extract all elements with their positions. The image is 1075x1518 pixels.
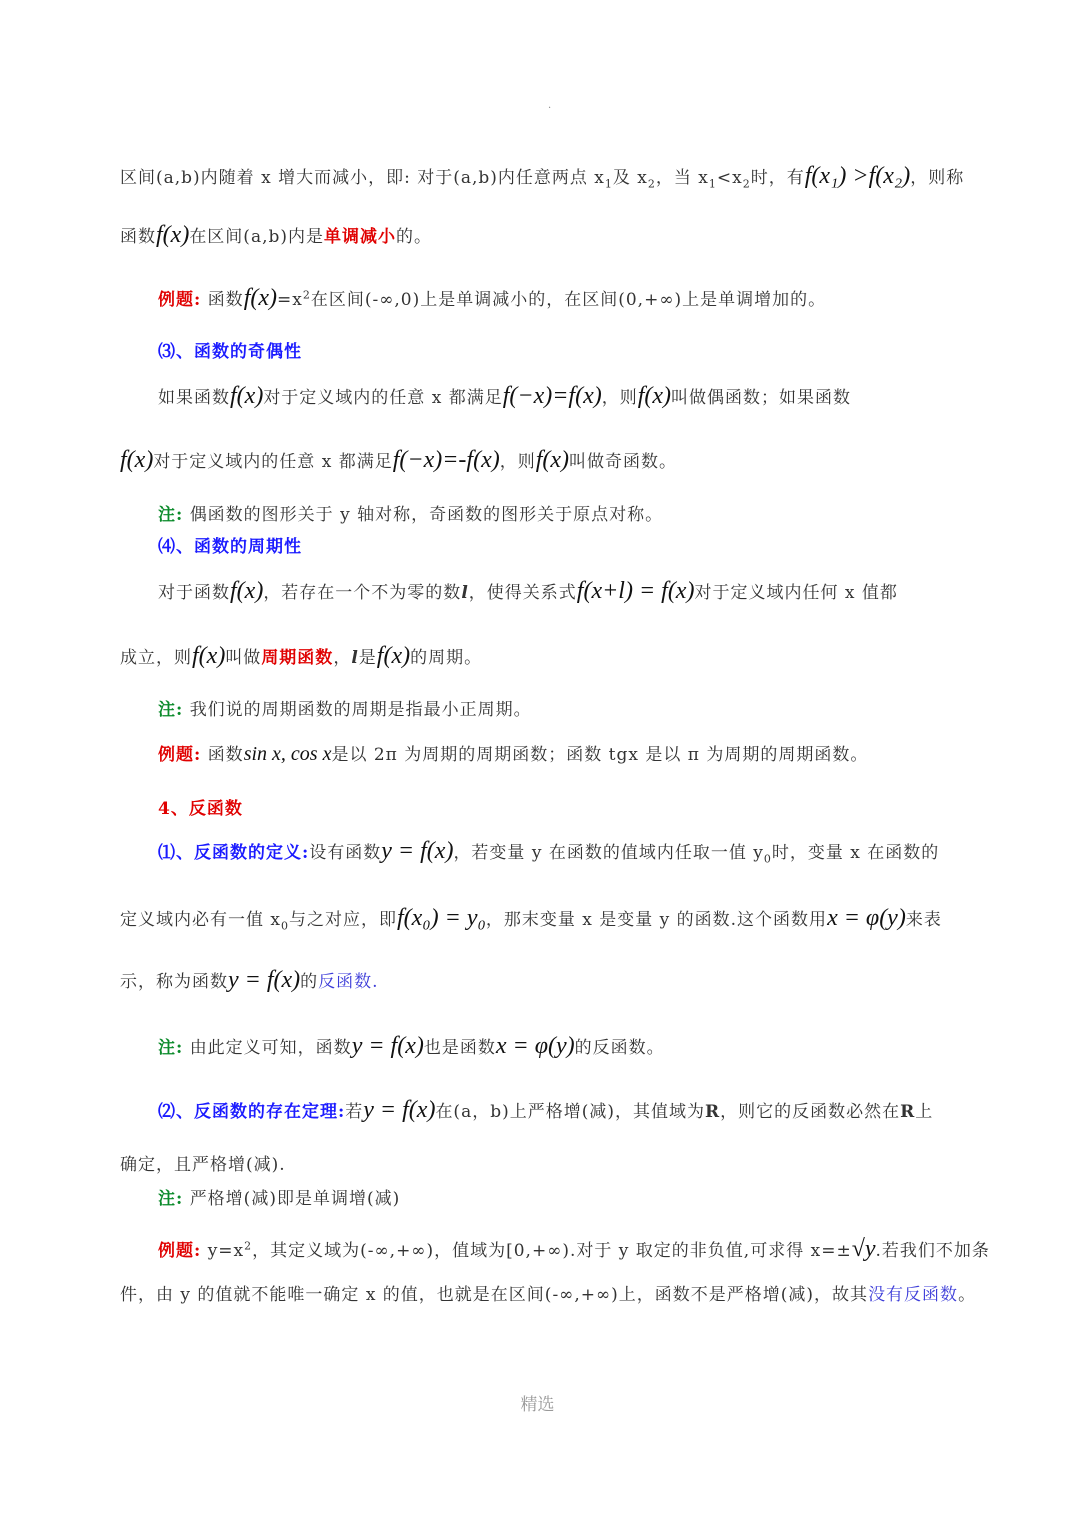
example-2: 例题: 函数sin x, cos x是以 2π 为周期的周期函数；函数 tgx 是以 π 为周期的周期函数。 xyxy=(158,743,869,765)
paragraph-inverse-def-3: 示，称为函数y = f(x)的反函数. xyxy=(120,967,379,993)
note-label: 注: xyxy=(158,700,184,720)
note-period: 注: 我们说的周期函数的周期是指最小正周期。 xyxy=(158,700,532,720)
example-1: 例题: 函数$f(x)=x^2$在区间(-∞,0)上是单调减小的，在区间(0,+∞)上是单调增加的。 xyxy=(158,285,827,311)
note-strict: 注: 严格增(减)即是单调增(减) xyxy=(158,1189,401,1209)
note-label: 注: xyxy=(158,1189,184,1209)
subheading: ⑵、反函数的存在定理: xyxy=(158,1102,346,1122)
paragraph-periodic-1: 对于函数f(x)，若存在一个不为零的数l，使得关系式f(x+l) = f(x)对于定义域内任何 x 值都 xyxy=(158,578,898,604)
example-3-line-2: 件，由 y 的值就不能唯一确定 x 的值，也就是在区间(-∞,+∞)上，函数不是严格增(减)，故其没有反函数。 xyxy=(120,1285,977,1305)
formula: f(x) xyxy=(230,578,264,604)
formula: f(x₀) = y₀ xyxy=(397,905,486,931)
no-inverse-link[interactable]: 没有反函数 xyxy=(868,1285,959,1305)
note-parity: 注: 偶函数的图形关于 y 轴对称，奇函数的图形关于原点对称。 xyxy=(158,505,664,525)
formula: y = f(x) xyxy=(351,1033,424,1059)
highlight-term: 周期函数 xyxy=(261,648,334,668)
formula: x = φ(y) xyxy=(495,1033,575,1059)
inverse-function-link[interactable]: 反函数. xyxy=(318,972,379,992)
formula: f(x+l) = f(x) xyxy=(576,578,695,604)
formula: sin x, cos x xyxy=(243,743,332,765)
note-inverse: 注: 由此定义可知，函数y = f(x)也是函数x = φ(y)的反函数。 xyxy=(158,1033,665,1059)
example-label: 例题: xyxy=(158,745,202,765)
formula: f(x) xyxy=(156,222,190,248)
heading-periodicity: ⑷、函数的周期性 xyxy=(158,537,302,557)
formula: f(x) xyxy=(637,383,672,409)
formula: f(x) xyxy=(230,383,264,409)
paragraph-inverse-def-1: ⑴、反函数的定义:设有函数y = f(x)，若变量 y 在函数的值域内任取一值 $y_0$时，变量 x 在函数的 xyxy=(158,838,940,866)
formula: y = f(x) xyxy=(381,838,454,864)
formula: f(x) xyxy=(243,285,277,311)
header-dot: . xyxy=(548,100,552,111)
formula: f(−x)=-f(x) xyxy=(392,447,500,473)
paragraph-existence-1: ⑵、反函数的存在定理:若y = f(x)在(a，b)上严格增(减)，其值域为R，则它的反函数必然在R上 xyxy=(158,1097,934,1123)
note-label: 注: xyxy=(158,1038,184,1058)
formula: f(x) xyxy=(376,643,411,669)
formula: f(x) xyxy=(535,447,570,473)
formula: f(x) xyxy=(192,643,226,669)
paragraph-even: 如果函数f(x)对于定义域内的任意 x 都满足f(−x)=f(x)，则f(x)叫做偶函数；如果函数 xyxy=(158,383,852,409)
paragraph-decreasing-def: 区间(a,b)内随着 x 增大而减小，即: 对于(a,b)内任意两点 $x_1$及 $x_2$，当 $x_1<x_2$时，有f(x₁) >f(x₂)，则称 xyxy=(120,163,965,191)
formula: f(−x)=f(x) xyxy=(502,383,602,409)
paragraph-decreasing-conclusion: 函数f(x)在区间(a,b)内是单调减小的。 xyxy=(120,222,432,248)
heading-parity: ⑶、函数的奇偶性 xyxy=(158,342,302,362)
example-label: 例题: xyxy=(158,1241,202,1261)
formula: √y xyxy=(851,1236,876,1262)
subheading: ⑴、反函数的定义: xyxy=(158,843,310,863)
formula: f(x₁) >f(x₂) xyxy=(804,163,911,189)
highlight-term: 单调减小 xyxy=(324,227,396,247)
example-label: 例题: xyxy=(158,290,202,310)
page-footer: 精选 xyxy=(520,1395,555,1415)
formula: f(x) xyxy=(120,447,154,473)
paragraph-periodic-2: 成立，则f(x)叫做周期函数，l是f(x)的周期。 xyxy=(120,643,483,669)
paragraph-odd: f(x)对于定义域内的任意 x 都满足f(−x)=-f(x)，则f(x)叫做奇函数。 xyxy=(120,447,678,473)
formula: y = f(x) xyxy=(363,1097,436,1123)
paragraph-inverse-def-2: 定义域内必有一值 $x_0$与之对应，即f(x₀) = y₀，那末变量 x 是变量 y 的函数.这个函数用x = φ(y)来表 xyxy=(120,905,942,933)
example-3-line-1: 例题: $y=x^2$，其定义域为(-∞,+∞)，值域为[0,+∞).对于 y 取定的非负值,可求得 x=±√y.若我们不加条 xyxy=(158,1236,990,1262)
formula: y = f(x) xyxy=(228,967,301,993)
formula: x = φ(y) xyxy=(827,905,906,931)
paragraph-existence-2: 确定，且严格增(减). xyxy=(120,1155,286,1175)
section-inverse-function: 4、反函数 xyxy=(158,799,243,819)
note-label: 注: xyxy=(158,505,184,525)
